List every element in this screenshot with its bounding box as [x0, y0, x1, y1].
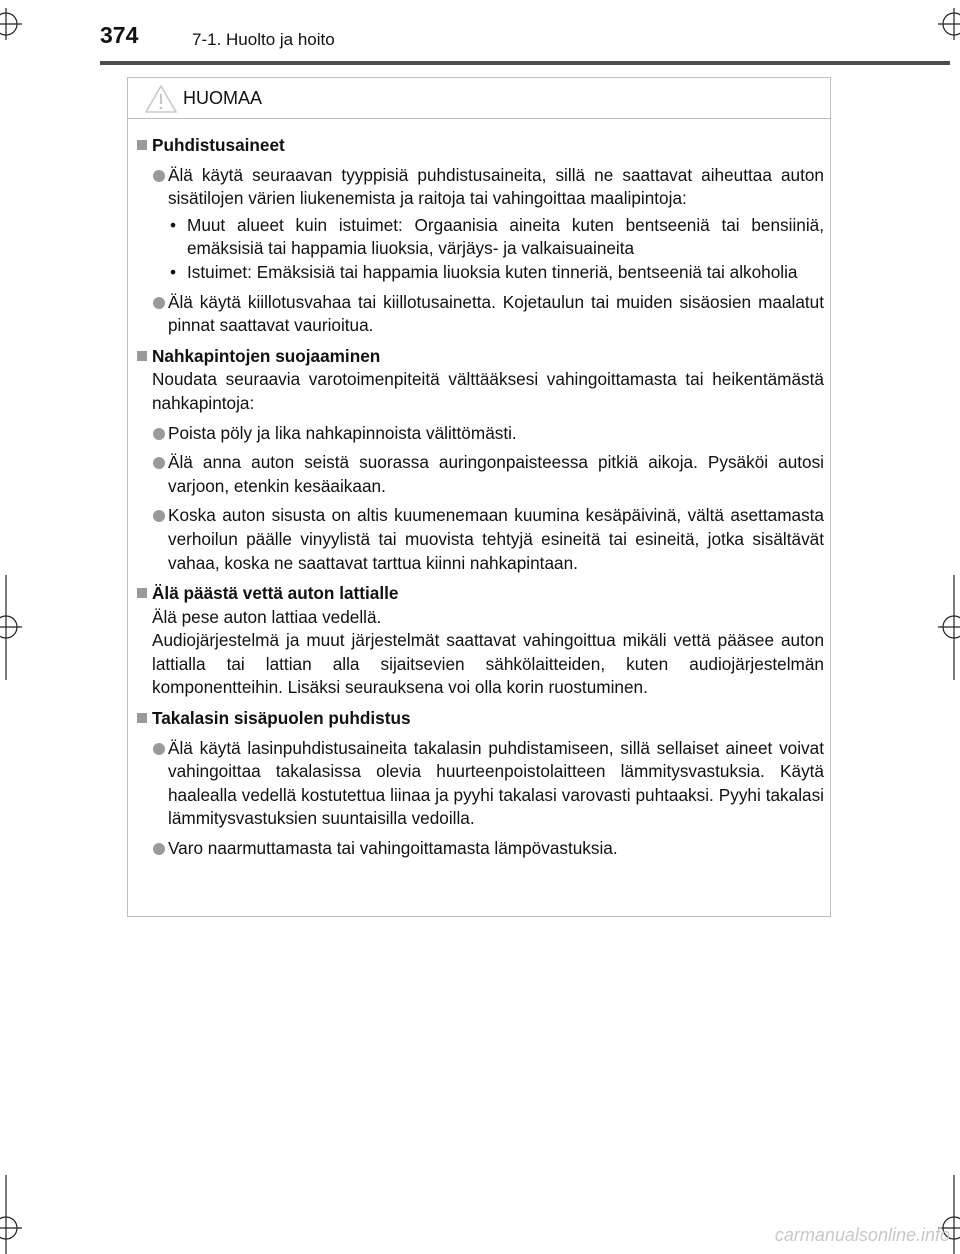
square-bullet-icon [137, 713, 147, 723]
section-puhdistusaineet [136, 134, 824, 338]
list-item: Varo naarmuttamasta tai vahingoittamasta lämpövastuksia. [152, 837, 824, 861]
list-item: Älä käytä lasinpuhdistusaineita takalasin puhdistamiseen, sillä sellaiset aineet voivat vahingoittaa takalasissa olevia huurteenpoistolaitteen lämmitysvastuksia. Käytä haalealla vedellä kostutettua liinaa ja pyyhi takalasi varovasti puhtaaksi. Pyyhi takalasi lämmitysvastuksien suuntaisilla vedoilla. [152, 737, 824, 831]
round-bullet-icon [153, 457, 165, 469]
warning-triangle-icon [144, 84, 178, 114]
square-bullet-icon [137, 351, 147, 361]
running-head: 7-1. Huolto ja hoito [192, 30, 335, 49]
sub-list-item: • Muut alueet kuin istuimet: Orgaanisia aineita kuten bentseeniä tai bensiiniä, emäksisiä tai happamia liuoksia, värjäys- ja valkaisuaineita [170, 214, 824, 259]
list-item: Älä anna auton seistä suorassa auringonpaisteessa pitkiä aikoja. Pysäköi autosi varjoon, etenkin kesäaikaan. [152, 451, 824, 498]
watermark: carmanualsonline.info [774, 1225, 950, 1245]
section-nahkapintojen-suojaaminen [136, 345, 824, 575]
header-rule [100, 61, 950, 65]
section-takalasin-puhdistus [136, 707, 824, 861]
section-vesi-lattialle [136, 582, 824, 700]
round-bullet-icon [153, 843, 165, 855]
list-item: Koska auton sisusta on altis kuumenemaan kuumina kesäpäivinä, vältä asettamasta verhoilun päälle vinyylistä tai muovista tehtyjä esineitä tai esineitä, jotka sisältävät vahaa, koska ne saattavat tarttua kiinni nahkapintaan. [152, 504, 824, 575]
section-title: Nahkapintojen suojaaminen [152, 345, 824, 369]
caution-box [127, 77, 831, 917]
caution-header [128, 78, 830, 119]
round-bullet-icon [153, 297, 165, 309]
caution-title: HUOMAA [183, 88, 263, 108]
paragraph: Audiojärjestelmä ja muut järjestelmät saattavat vahingoittua mikäli vettä pääsee auton lattialla tai lattian alla sijaitsevien sähkölaitteiden, kuten audiojärjestelmän komponentteihin. Lisäksi seurauksena voi olla korin ruostuminen. [152, 630, 824, 698]
section-title: Puhdistusaineet [152, 134, 824, 158]
section-title: Älä päästä vettä auton lattialle [152, 582, 824, 606]
square-bullet-icon [137, 588, 147, 598]
round-bullet-icon [153, 510, 165, 522]
paragraph: Noudata seuraavia varotoimenpiteitä välttääksesi vahingoittamasta tai heikentämästä nahkapintoja: [152, 369, 824, 413]
paragraph: Älä pese auton lattiaa vedellä. [152, 606, 382, 627]
round-bullet-icon [153, 743, 165, 755]
caution-content [136, 134, 824, 861]
list-item: Älä käytä kiillotusvahaa tai kiillotusainetta. Kojetaulun tai muiden sisäosien maalatut pinnat saattavat vaurioitua. [152, 291, 824, 338]
list-item: Poista pöly ja lika nahkapinnoista välittömästi. [152, 422, 824, 446]
sub-list-item: • Istuimet: Emäksisiä tai happamia liuoksia kuten tinneriä, bentseeniä tai alkoholia [170, 261, 798, 282]
page-number: 374 [100, 22, 139, 48]
section-title: Takalasin sisäpuolen puhdistus [152, 707, 824, 731]
round-bullet-icon [153, 428, 165, 440]
round-bullet-icon [153, 170, 165, 182]
list-item: Älä käytä seuraavan tyyppisiä puhdistusaineita, sillä ne saattavat aiheuttaa auton sisätilojen värien liukenemista ja raitoja tai vahingoittaa maalipintoja: [152, 164, 824, 211]
square-bullet-icon [137, 140, 147, 150]
